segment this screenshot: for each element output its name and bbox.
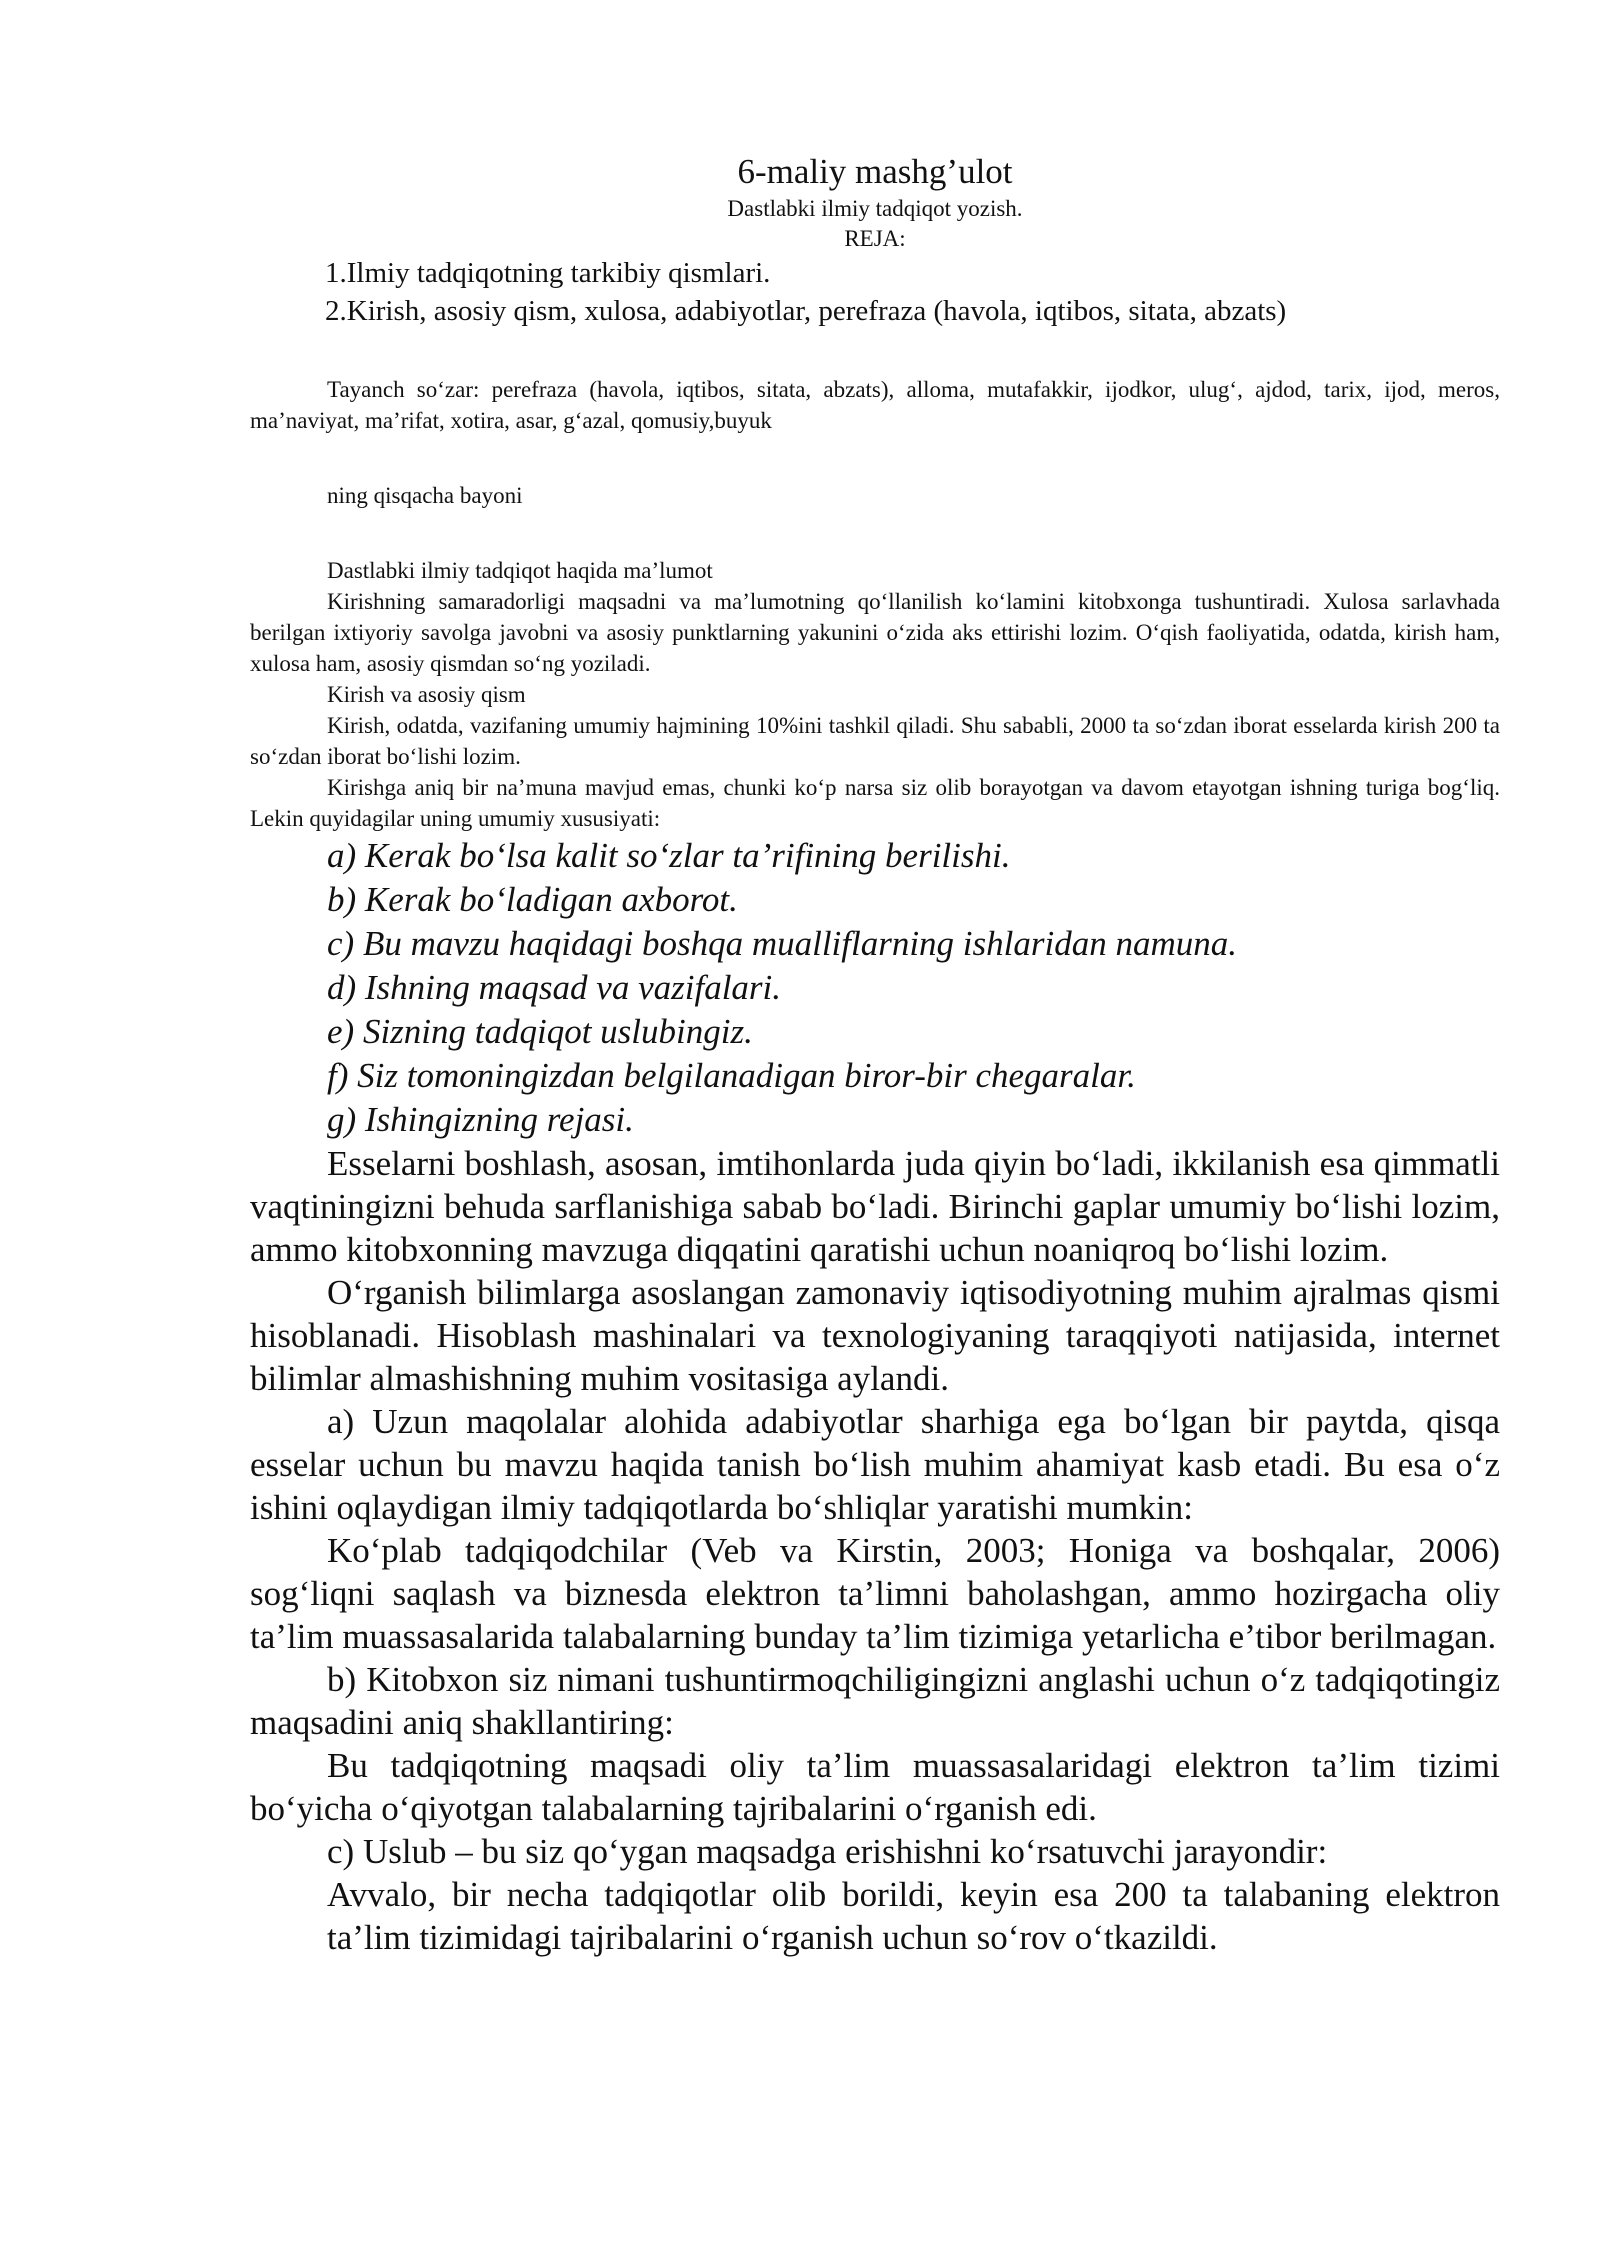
body-paragraph: a) Uzun maqolalar alohida adabiyotlar sharhiga ega bo‘lgan bir paytda, qisqa esselar uchun bu mavzu haqida tanish bo‘lish muhim ahamiyat kasb etadi. Bu esa o‘z ishini oqlaydigan ilmiy tadqiqotlarda bo‘shliqlar yaratishi mumkin: <box>250 1402 1500 1527</box>
page-subtitle: Dastlabki ilmiy tadqiqot yozish. <box>727 196 1023 221</box>
list-item: b) Kerak bo‘ladigan axborot. <box>327 880 738 919</box>
section-heading: Kirish va asosiy qism <box>327 682 526 707</box>
body-paragraph: b) Kitobxon siz nimani tushuntirmoqchiligingizni anglashi uchun o‘z tadqiqotingiz maqsadini aniq shakllantiring: <box>250 1660 1500 1742</box>
list-item: e) Sizning tadqiqot uslubingiz. <box>327 1012 753 1051</box>
feature-list <box>250 834 1500 1142</box>
list-item: a) Kerak bo‘lsa kalit so‘zlar ta’rifining berilishi. <box>327 836 1011 875</box>
page-title: 6-maliy mashg’ulot <box>737 152 1013 191</box>
plan-item: 2.Kirish, asosiy qism, xulosa, adabiyotlar, perefraza (havola, iqtibos, sitata, abzats) <box>325 295 1287 327</box>
list-item: g) Ishingizning rejasi. <box>327 1100 634 1139</box>
list-item: c) Bu mavzu haqidagi boshqa mualliflarning ishlaridan namuna. <box>327 924 1237 963</box>
body-paragraph: Kirish, odatda, vazifaning umumiy hajmining 10%ini tashkil qiladi. Shu sababli, 2000 ta so‘zdan iborat esselarda kirish 200 ta so‘zdan iborat bo‘lishi lozim. <box>250 713 1500 769</box>
plan-heading: REJA: <box>844 226 906 251</box>
body-paragraph: O‘rganish bilimlarga asoslangan zamonaviy iqtisodiyotning muhim ajralmas qismi hisoblanadi. Hisoblash mashinalari va texnologiyaning taraqqiyoti natijasida, internet bilimlar almashishning muhim vositasiga aylandi. <box>250 1273 1500 1398</box>
section-heading: Dastlabki ilmiy tadqiqot haqida ma’lumot <box>327 558 713 583</box>
body-paragraph: Esselarni boshlash, asosan, imtihonlarda juda qiyin bo‘ladi, ikkilanish esa qimmatli vaqtiningizni behuda sarflanishiga sabab bo‘ladi. Birinchi gaplar umumiy bo‘lishi lozim, ammo kitobxonning mavzuga diqqatini qaratishi uchun noaniqroq bo‘lishi lozim. <box>250 1144 1500 1269</box>
body-paragraph: Kirishning samaradorligi maqsadni va ma’lumotning qo‘llanilish ko‘lamini kitobxonga tushuntiradi. Xulosa sarlavhada berilgan ixtiyoriy savolga javobni va asosiy punktlarning yakunini o‘zida aks ettirishi lozim. O‘qish faoliyatida, odatda, kirish ham, xulosa ham, asosiy qismdan so‘ng yoziladi. <box>250 589 1500 676</box>
body-paragraph: c) Uslub – bu siz qo‘ygan maqsadga erishishni ko‘rsatuvchi jarayondir: <box>327 1832 1328 1871</box>
short-line: ning qisqacha bayoni <box>327 483 523 508</box>
final-paragraph: Avvalo, bir necha tadqiqotlar olib borildi, keyin esa 200 ta talabaning elektron ta’lim tizimidagi tajribalarini o‘rganish uchun so‘rov o‘tkazildi. <box>327 1875 1500 1957</box>
body-paragraph: Bu tadqiqotning maqsadi oliy ta’lim muassasalaridagi elektron ta’lim tizimi bo‘yicha o‘qiyotgan talabalarning tajribalarini o‘rganish edi. <box>250 1746 1500 1828</box>
keywords-paragraph: Tayanch so‘zar: perefraza (havola, iqtibos, sitata, abzats), alloma, mutafakkir, ijodkor, ulug‘, ajdod, tarix, ijod, meros, ma’naviyat, ma’rifat, xotira, asar, g‘azal, qomusiy,buyuk <box>250 377 1500 433</box>
list-item: f) Siz tomoningizdan belgilanadigan biror-bir chegaralar. <box>327 1056 1136 1095</box>
plan-item: 1.Ilmiy tadqiqotning tarkibiy qismlari. <box>325 257 771 289</box>
body-paragraph: Ko‘plab tadqiqodchilar (Veb va Kirstin, 2003; Honiga va boshqalar, 2006) sog‘liqni saqlash va biznesda elektron ta’limni baholashgan, ammo hozirgacha oliy ta’lim muassasalarida talabalarning bunday ta’lim tizimiga yetarlicha e’tibor berilmagan. <box>250 1531 1500 1656</box>
list-item: d) Ishning maqsad va vazifalari. <box>327 968 782 1007</box>
document-page <box>250 150 1500 1959</box>
body-paragraph: Kirishga aniq bir na’muna mavjud emas, chunki ko‘p narsa siz olib borayotgan va davom etayotgan ishning turiga bog‘liq. Lekin quyidagilar uning umumiy xususiyati: <box>250 775 1500 831</box>
